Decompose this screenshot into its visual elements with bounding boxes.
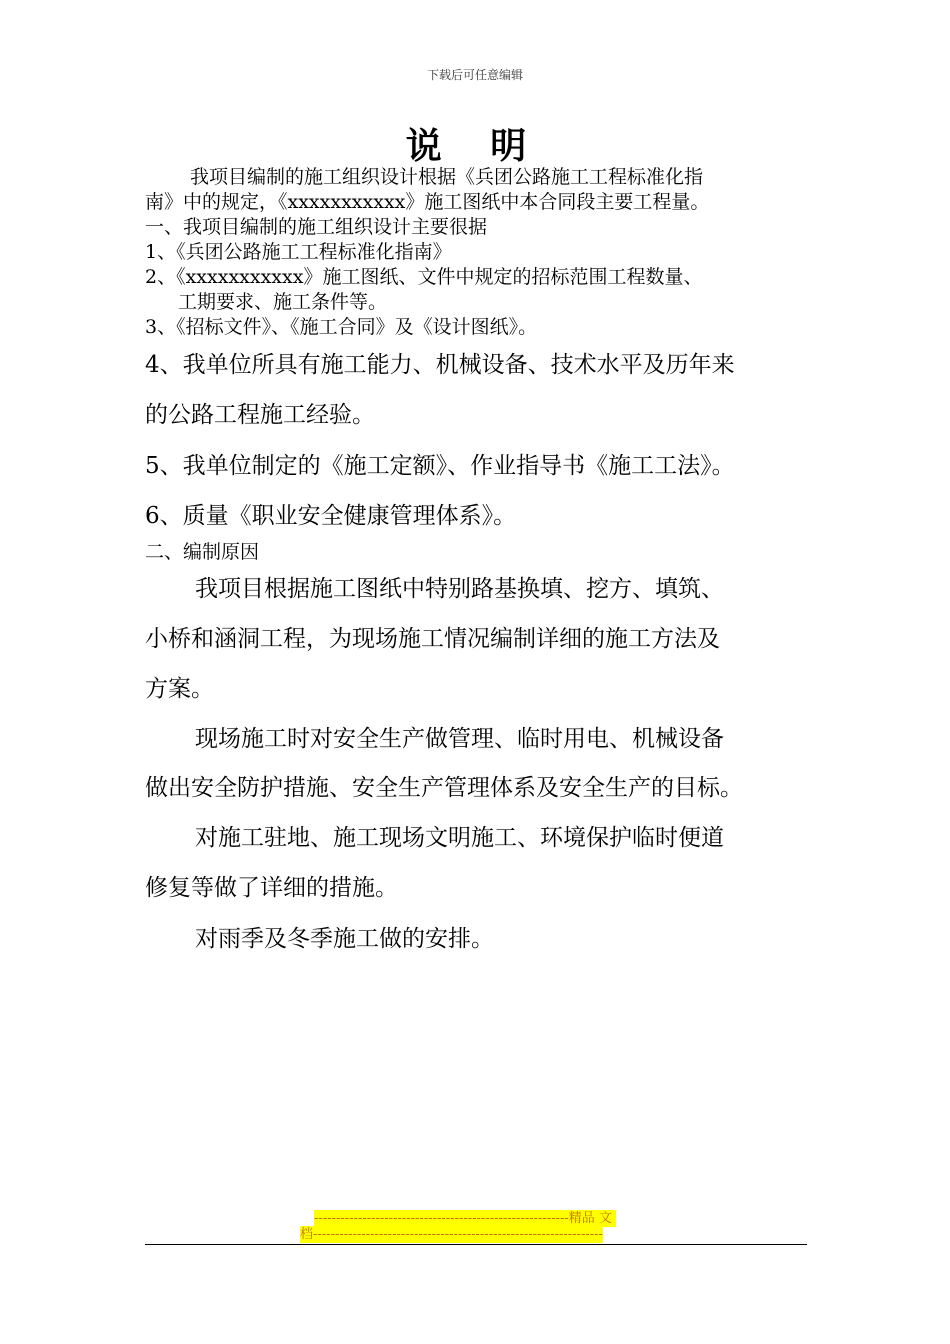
list-item-4-line-2: 的公路工程施工经验。	[145, 402, 375, 428]
reason-3-line-1: 对施工驻地、施工现场文明施工、环境保护临时便道	[195, 825, 724, 851]
page-title: 说 明	[405, 125, 545, 167]
footer-line-2: 档------------------------------------------------------------------	[300, 1227, 603, 1242]
intro-line-1: 我项目编制的施工组织设计根据《兵团公路施工工程标准化指	[190, 166, 704, 188]
list-item-2-line-1: 2、《xxxxxxxxxxx》施工图纸、文件中规定的招标范围工程数量、	[145, 266, 703, 288]
list-item-6: 6、质量《职业安全健康管理体系》。	[145, 503, 517, 529]
section1-heading: 一、我项目编制的施工组织设计主要很据	[145, 216, 488, 238]
reason-1-line-2: 小桥和涵洞工程，为现场施工情况编制详细的施工方法及	[145, 626, 720, 652]
intro-line-2: 南》中的规定，《xxxxxxxxxxx》施工图纸中本合同段主要工程量。	[145, 191, 710, 213]
footer-divider	[145, 1244, 807, 1245]
footer-line-1: ----------------------------------------------------------精品 文	[314, 1210, 616, 1227]
list-item-1: 1、《兵团公路施工工程标准化指南》	[145, 241, 452, 263]
reason-2-line-2: 做出安全防护措施、安全生产管理体系及安全生产的目标。	[145, 775, 743, 801]
reason-3-line-2: 修复等做了详细的措施。	[145, 875, 398, 901]
reason-2-line-1: 现场施工时对安全生产做管理、临时用电、机械设备	[195, 726, 724, 752]
reason-1-line-3: 方案。	[145, 676, 214, 702]
header-note: 下载后可任意编辑	[426, 68, 523, 82]
list-item-3: 3、《招标文件》、《施工合同》及《设计图纸》。	[145, 316, 538, 338]
section2-heading: 二、编制原因	[145, 541, 260, 563]
reason-1-line-1: 我项目根据施工图纸中特别路基换填、挖方、填筑、	[195, 576, 724, 602]
list-item-4-line-1: 4、我单位所具有施工能力、机械设备、技术水平及历年来	[145, 352, 735, 378]
list-item-5: 5、我单位制定的《施工定额》、作业指导书《施工工法》。	[145, 453, 735, 479]
list-item-2-line-2: 工期要求、施工条件等。	[178, 291, 388, 313]
reason-4: 对雨季及冬季施工做的安排。	[195, 926, 494, 952]
